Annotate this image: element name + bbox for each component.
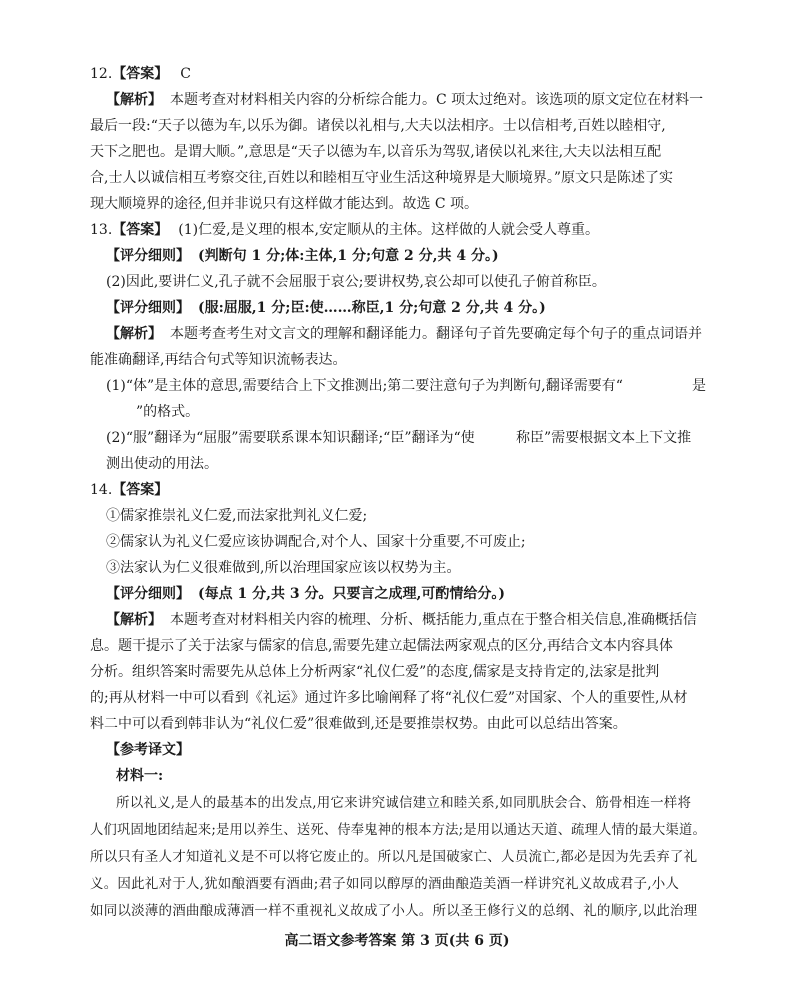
q12-answer: C bbox=[180, 66, 191, 82]
translation-line-3: 义。因此礼对于人,犹如酿酒要有酒曲;君子如同以醇厚的酒曲酿造美酒一样讲究礼义故成君子,小人 bbox=[90, 876, 680, 892]
q14-point-2: ②儒家认为礼义仁爱应该协调配合,对个人、国家十分重要,不可废止; bbox=[106, 534, 526, 550]
q13-answer-label: 【答案】 bbox=[112, 222, 169, 238]
q12-analysis-line-0: 【解析】 本题考查对材料相关内容的分析综合能力。C 项太过绝对。该选项的原文定位在材料一 bbox=[106, 92, 704, 108]
q13-analysis-line-1: 能准确翻译,再结合句式等知识流畅表达。 bbox=[90, 352, 347, 368]
q12-analysis-line-2: 天下之肥也。是谓大顺。”,意思是“天子以德为车,以音乐为驾驭,诸侯以礼来往,大夫以法相互配 bbox=[90, 144, 662, 160]
q13-note-2b: 称臣”需要根据文本上下文推 bbox=[516, 430, 692, 446]
q13-note-1c: ”的格式。 bbox=[136, 404, 200, 420]
translation-line-1: 人们巩固地团结起来;是用以养生、送死、侍奉鬼神的根本方法;是用以通达天道、疏理人情的最大渠道。 bbox=[90, 822, 706, 838]
q13-note-1b: 是 bbox=[692, 378, 706, 394]
q13-rubric-2: 【评分细则】 (服:屈服,1 分;臣:使……称臣,1 分;句意 2 分,共 4 分。) bbox=[106, 300, 546, 316]
q14-analysis-line-2: 分析。组织答案时需要先从总体上分析两家“礼仪仁爱”的态度,儒家是支持肯定的,法家是批判 bbox=[90, 664, 660, 680]
q13-answer-line: 13.【答案】 (1)仁爱,是义理的根本,安定顺从的主体。这样做的人就会受人尊重。 bbox=[90, 222, 599, 238]
q12-number: 12.【答案】 C bbox=[90, 66, 191, 82]
q12-analysis-line-4: 现大顺境界的途径,但并非说只有这样做才能达到。故选 C 项。 bbox=[90, 196, 479, 212]
page-footer: 高二语文参考答案 第 3 页(共 6 页) bbox=[284, 933, 510, 949]
q14-analysis-line-4: 料二中可以看到韩非认为“礼仪仁爱”很难做到,还是要推崇权势。由此可以总结出答案。 bbox=[90, 716, 627, 732]
q13-answer-1: (1)仁爱,是义理的根本,安定顺从的主体。这样做的人就会受人尊重。 bbox=[178, 222, 599, 238]
q14-analysis-line-1: 息。题干提示了关于法家与儒家的信息,需要先建立起儒法两家观点的区分,再结合文本内容具体 bbox=[90, 638, 673, 654]
q14-analysis-line-0: 【解析】 本题考查对材料相关内容的梳理、分析、概括能力,重点在于整合相关信息,准确概括信 bbox=[106, 612, 697, 628]
q14-answer-label: 【答案】 bbox=[112, 482, 169, 498]
q13-rubric-1: 【评分细则】 (判断句 1 分;体:主体,1 分;句意 2 分,共 4 分。) bbox=[106, 248, 499, 264]
q12-analysis-line-1: 最后一段:“天子以德为车,以乐为御。诸侯以礼相与,大夫以法相序。士以信相考,百姓以睦相守, bbox=[90, 118, 666, 134]
translation-line-0: 所以礼义,是人的最基本的出发点,用它来讲究诚信建立和睦关系,如同肌肤会合、筋骨相连一样将 bbox=[116, 795, 692, 811]
q14-analysis-label: 【解析】 bbox=[106, 612, 162, 628]
q14-rubric: 【评分细则】 (每点 1 分,共 3 分。只要言之成理,可酌情给分。) bbox=[106, 586, 505, 602]
q13-note-2a: (2)“服”翻译为“屈服”需要联系课本知识翻译;“臣”翻译为“使 bbox=[106, 430, 475, 446]
q13-analysis-label: 【解析】 bbox=[106, 326, 162, 342]
q14-point-1: ①儒家推崇礼义仁爱,而法家批判礼义仁爱; bbox=[106, 508, 368, 524]
q12-analysis-label: 【解析】 bbox=[106, 92, 162, 108]
q14-answer-line: 14.【答案】 bbox=[90, 482, 169, 498]
translation-label: 【参考译文】 bbox=[106, 742, 190, 758]
q14-analysis-line-3: 的;再从材料一中可以看到《礼运》通过许多比喻阐释了将“礼仪仁爱”对国家、个人的重要性,从材 bbox=[90, 690, 688, 706]
translation-line-2: 所以只有圣人才知道礼义是不可以将它废止的。所以凡是国破家亡、人员流亡,都必是因为先丢弃了礼 bbox=[90, 849, 698, 865]
translation-line-4: 如同以淡薄的酒曲酿成薄酒一样不重视礼义故成了小人。所以圣王修行义的总纲、礼的顺序,以此治理 bbox=[90, 903, 698, 919]
material-1-label: 材料一: bbox=[116, 768, 164, 784]
q12-analysis-line-3: 合,士人以诚信相互考察交往,百姓以和睦相互守业生活这种境界是大顺境界。”原文只是陈述了实 bbox=[90, 170, 674, 186]
q12-answer-label: 【答案】 bbox=[112, 66, 169, 82]
q14-point-3: ③法家认为仁义很难做到,所以治理国家应该以权势为主。 bbox=[106, 560, 461, 576]
q13-note-2c: 测出使动的用法。 bbox=[106, 456, 218, 472]
q13-answer-2: (2)因此,要讲仁义,孔子就不会屈服于哀公;要讲权势,哀公却可以使孔子俯首称臣。 bbox=[106, 274, 606, 290]
q13-analysis-line-0: 【解析】 本题考查考生对文言文的理解和翻译能力。翻译句子首先要确定每个句子的重点词语并 bbox=[106, 326, 702, 342]
q13-note-1a: (1)“体”是主体的意思,需要结合上下文推测出;第二要注意句子为判断句,翻译需要有“ bbox=[106, 378, 623, 394]
